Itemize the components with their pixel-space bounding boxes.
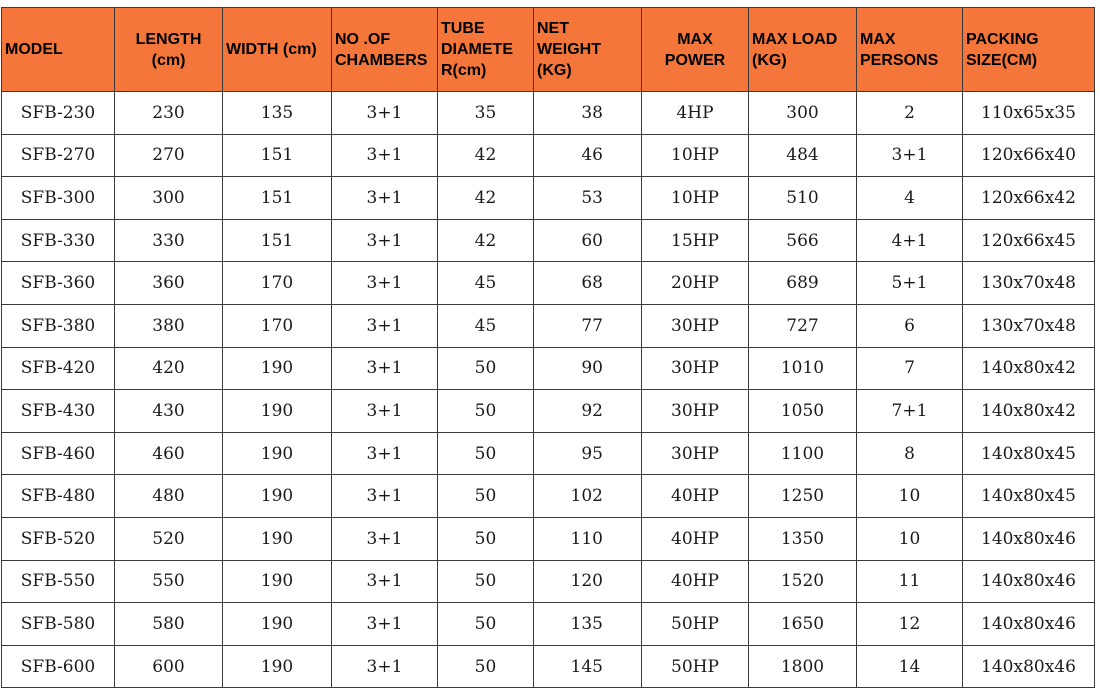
cell-length: 580 (115, 603, 223, 646)
cell-max-power: 15HP (642, 219, 749, 262)
cell-net-weight: 135 (534, 603, 642, 646)
cell-max-load: 689 (749, 262, 857, 305)
cell-width: 190 (223, 560, 332, 603)
cell-packing-size: 140x80x42 (963, 390, 1095, 433)
cell-length: 300 (115, 177, 223, 220)
table-row (2, 177, 1095, 220)
table-row (2, 475, 1095, 518)
cell-length: 380 (115, 304, 223, 347)
header-row (2, 8, 1095, 92)
cell-width: 190 (223, 432, 332, 475)
cell-chambers: 3+1 (332, 432, 438, 475)
cell-tube-diameter: 50 (438, 390, 534, 433)
cell-model: SFB-600 (2, 645, 115, 688)
cell-model: SFB-430 (2, 390, 115, 433)
cell-model: SFB-330 (2, 219, 115, 262)
table-body (2, 92, 1095, 688)
cell-max-persons: 7+1 (857, 390, 963, 433)
header-chambers: NO .OF CHAMBERS (332, 8, 438, 92)
cell-max-persons: 2 (857, 92, 963, 135)
table-row (2, 390, 1095, 433)
cell-chambers: 3+1 (332, 390, 438, 433)
cell-max-persons: 3+1 (857, 134, 963, 177)
cell-model: SFB-380 (2, 304, 115, 347)
cell-max-persons: 8 (857, 432, 963, 475)
cell-max-power: 30HP (642, 390, 749, 433)
cell-model: SFB-360 (2, 262, 115, 305)
cell-max-power: 30HP (642, 304, 749, 347)
cell-max-load: 1800 (749, 645, 857, 688)
cell-max-power: 10HP (642, 134, 749, 177)
cell-width: 170 (223, 304, 332, 347)
cell-max-persons: 5+1 (857, 262, 963, 305)
cell-max-power: 30HP (642, 432, 749, 475)
cell-width: 190 (223, 347, 332, 390)
cell-length: 460 (115, 432, 223, 475)
cell-max-persons: 10 (857, 475, 963, 518)
cell-max-load: 566 (749, 219, 857, 262)
cell-max-persons: 6 (857, 304, 963, 347)
cell-tube-diameter: 42 (438, 134, 534, 177)
table-header (2, 8, 1095, 92)
cell-packing-size: 120x66x45 (963, 219, 1095, 262)
cell-tube-diameter: 50 (438, 603, 534, 646)
cell-max-power: 20HP (642, 262, 749, 305)
header-model: MODEL (2, 8, 115, 92)
cell-net-weight: 38 (534, 92, 642, 135)
cell-length: 270 (115, 134, 223, 177)
cell-max-load: 1010 (749, 347, 857, 390)
cell-tube-diameter: 45 (438, 262, 534, 305)
cell-width: 190 (223, 517, 332, 560)
cell-model: SFB-550 (2, 560, 115, 603)
cell-model: SFB-230 (2, 92, 115, 135)
cell-max-load: 510 (749, 177, 857, 220)
cell-length: 230 (115, 92, 223, 135)
cell-packing-size: 110x65x35 (963, 92, 1095, 135)
cell-max-load: 1250 (749, 475, 857, 518)
cell-max-persons: 4 (857, 177, 963, 220)
cell-length: 550 (115, 560, 223, 603)
table-row (2, 347, 1095, 390)
cell-net-weight: 90 (534, 347, 642, 390)
cell-model: SFB-420 (2, 347, 115, 390)
cell-max-power: 40HP (642, 517, 749, 560)
cell-max-power: 50HP (642, 603, 749, 646)
table-row (2, 645, 1095, 688)
header-max-load: MAX LOAD (KG) (749, 8, 857, 92)
cell-width: 190 (223, 603, 332, 646)
cell-packing-size: 140x80x46 (963, 560, 1095, 603)
cell-max-power: 40HP (642, 560, 749, 603)
table-row (2, 262, 1095, 305)
table-row (2, 560, 1095, 603)
cell-net-weight: 92 (534, 390, 642, 433)
cell-tube-diameter: 50 (438, 475, 534, 518)
cell-packing-size: 130x70x48 (963, 304, 1095, 347)
cell-chambers: 3+1 (332, 134, 438, 177)
cell-max-persons: 14 (857, 645, 963, 688)
cell-chambers: 3+1 (332, 219, 438, 262)
cell-chambers: 3+1 (332, 92, 438, 135)
cell-net-weight: 120 (534, 560, 642, 603)
cell-max-load: 1650 (749, 603, 857, 646)
cell-packing-size: 120x66x40 (963, 134, 1095, 177)
cell-length: 520 (115, 517, 223, 560)
cell-chambers: 3+1 (332, 560, 438, 603)
cell-max-load: 300 (749, 92, 857, 135)
cell-width: 190 (223, 475, 332, 518)
cell-packing-size: 140x80x46 (963, 645, 1095, 688)
table-row (2, 219, 1095, 262)
cell-packing-size: 140x80x45 (963, 432, 1095, 475)
cell-net-weight: 95 (534, 432, 642, 475)
header-length: LENGTH (cm) (115, 8, 223, 92)
cell-net-weight: 68 (534, 262, 642, 305)
cell-max-load: 484 (749, 134, 857, 177)
header-max-persons: MAX PERSONS (857, 8, 963, 92)
cell-length: 430 (115, 390, 223, 433)
header-max-power: MAX POWER (642, 8, 749, 92)
cell-tube-diameter: 50 (438, 560, 534, 603)
cell-packing-size: 140x80x42 (963, 347, 1095, 390)
cell-max-load: 1050 (749, 390, 857, 433)
cell-packing-size: 140x80x46 (963, 603, 1095, 646)
cell-chambers: 3+1 (332, 475, 438, 518)
cell-max-persons: 10 (857, 517, 963, 560)
header-width: WIDTH (cm) (223, 8, 332, 92)
cell-model: SFB-520 (2, 517, 115, 560)
cell-tube-diameter: 42 (438, 177, 534, 220)
cell-net-weight: 60 (534, 219, 642, 262)
table-row (2, 432, 1095, 475)
cell-tube-diameter: 45 (438, 304, 534, 347)
cell-width: 135 (223, 92, 332, 135)
table-row (2, 92, 1095, 135)
cell-model: SFB-460 (2, 432, 115, 475)
cell-model: SFB-270 (2, 134, 115, 177)
cell-tube-diameter: 50 (438, 347, 534, 390)
cell-net-weight: 110 (534, 517, 642, 560)
cell-chambers: 3+1 (332, 347, 438, 390)
cell-length: 420 (115, 347, 223, 390)
cell-chambers: 3+1 (332, 645, 438, 688)
cell-width: 151 (223, 219, 332, 262)
cell-tube-diameter: 50 (438, 517, 534, 560)
cell-packing-size: 140x80x46 (963, 517, 1095, 560)
cell-max-power: 4HP (642, 92, 749, 135)
cell-width: 151 (223, 134, 332, 177)
cell-width: 190 (223, 390, 332, 433)
cell-net-weight: 53 (534, 177, 642, 220)
cell-max-power: 30HP (642, 347, 749, 390)
header-net-weight: NET WEIGHT (KG) (534, 8, 642, 92)
cell-max-power: 10HP (642, 177, 749, 220)
cell-chambers: 3+1 (332, 177, 438, 220)
cell-chambers: 3+1 (332, 262, 438, 305)
cell-max-load: 727 (749, 304, 857, 347)
cell-model: SFB-580 (2, 603, 115, 646)
cell-max-load: 1350 (749, 517, 857, 560)
cell-max-load: 1520 (749, 560, 857, 603)
header-packing-size: PACKING SIZE(CM) (963, 8, 1095, 92)
cell-model: SFB-480 (2, 475, 115, 518)
cell-length: 330 (115, 219, 223, 262)
cell-max-load: 1100 (749, 432, 857, 475)
table-row (2, 517, 1095, 560)
cell-length: 600 (115, 645, 223, 688)
cell-packing-size: 120x66x42 (963, 177, 1095, 220)
cell-max-power: 40HP (642, 475, 749, 518)
cell-length: 360 (115, 262, 223, 305)
cell-max-power: 50HP (642, 645, 749, 688)
cell-max-persons: 11 (857, 560, 963, 603)
cell-tube-diameter: 50 (438, 645, 534, 688)
cell-packing-size: 130x70x48 (963, 262, 1095, 305)
header-tube-diameter: TUBE DIAMETE R(cm) (438, 8, 534, 92)
cell-net-weight: 77 (534, 304, 642, 347)
cell-packing-size: 140x80x45 (963, 475, 1095, 518)
cell-tube-diameter: 42 (438, 219, 534, 262)
cell-max-persons: 4+1 (857, 219, 963, 262)
cell-net-weight: 46 (534, 134, 642, 177)
cell-chambers: 3+1 (332, 603, 438, 646)
cell-tube-diameter: 35 (438, 92, 534, 135)
table-row (2, 304, 1095, 347)
cell-chambers: 3+1 (332, 304, 438, 347)
cell-width: 170 (223, 262, 332, 305)
cell-net-weight: 145 (534, 645, 642, 688)
cell-net-weight: 102 (534, 475, 642, 518)
cell-length: 480 (115, 475, 223, 518)
cell-tube-diameter: 50 (438, 432, 534, 475)
cell-width: 190 (223, 645, 332, 688)
cell-chambers: 3+1 (332, 517, 438, 560)
cell-max-persons: 7 (857, 347, 963, 390)
cell-model: SFB-300 (2, 177, 115, 220)
table-row (2, 134, 1095, 177)
spec-table (1, 7, 1095, 688)
cell-max-persons: 12 (857, 603, 963, 646)
cell-width: 151 (223, 177, 332, 220)
table-row (2, 603, 1095, 646)
